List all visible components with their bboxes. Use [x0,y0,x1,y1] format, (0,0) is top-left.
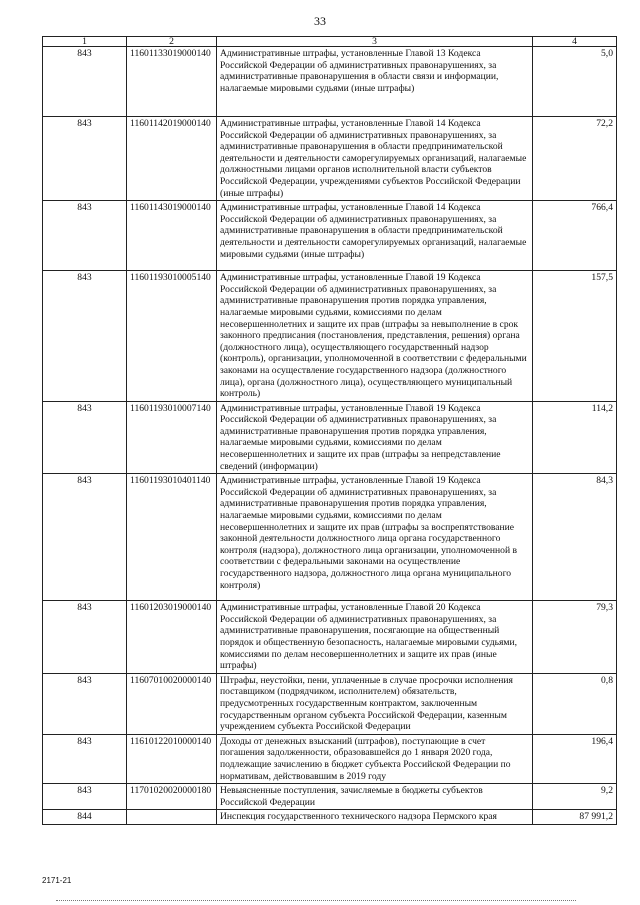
table-row [43,734,617,783]
column-header-3: 3 [217,37,533,47]
admin-code-cell: 844 [43,810,127,825]
description-cell: Административные штрафы, установленные Главой 20 Кодекса Российской Федерации об административных правонарушениях, за административные правонарушения, посягающие на общественный порядок и общественную безопасность, налагаемые мировыми судьями, комиссиями по делам несовершеннолетних и защите их прав (иные штрафы) [217,601,533,674]
description-cell: Административные штрафы, установленные Главой 14 Кодекса Российской Федерации об административных правонарушениях, за административные правонарушения в области предпринимательской деятельности и деятельности саморегулируемых организаций, налагаемые должностными лицами органов исполнительной власти субъектов Российской Федерации, учреждениями субъектов Российской Федерации (иные штрафы) [217,117,533,201]
admin-code-cell: 843 [43,784,127,810]
budget-code-cell: 11601203019000140 [127,601,217,674]
description-cell: Инспекция государственного технического надзора Пермского края [217,810,533,825]
column-header-2: 2 [127,37,217,47]
revenue-table [42,36,617,825]
admin-code-cell: 843 [43,117,127,201]
column-number-row [43,37,617,47]
budget-code-cell: 11601142019000140 [127,117,217,201]
admin-code-cell: 843 [43,474,127,601]
budget-code-cell: 11601143019000140 [127,201,217,271]
amount-cell: 87 991,2 [533,810,617,825]
budget-code-cell [127,810,217,825]
description-cell: Штрафы, неустойки, пени, уплаченные в случае просрочки исполнения поставщиком (подрядчиком, исполнителем) обязательств, предусмотренных государственным контрактом, заключенным государственным органом субъекта Российской Федерации, казенным учреждением субъекта Российской Федерации [217,673,533,734]
amount-cell: 84,3 [533,474,617,601]
budget-code-cell: 11601193010007140 [127,401,217,474]
admin-code-cell: 843 [43,734,127,783]
budget-code-cell: 11601193010401140 [127,474,217,601]
bottom-rule [56,900,576,901]
table-row [43,201,617,271]
footer-code: 2171-21 [42,876,72,885]
budget-code-cell: 11601133019000140 [127,47,217,117]
budget-code-cell: 11601193010005140 [127,271,217,402]
table-row [43,601,617,674]
amount-cell: 766,4 [533,201,617,271]
description-cell: Административные штрафы, установленные Главой 19 Кодекса Российской Федерации об административных правонарушениях, за административные правонарушения против порядка управления, налагаемые мировыми судьями, комиссиями по делам несовершеннолетних и защите их прав (штрафы за непредставление сведений (информации) [217,401,533,474]
table-row [43,117,617,201]
admin-code-cell: 843 [43,47,127,117]
description-cell: Доходы от денежных взысканий (штрафов), поступающие в счет погашения задолженности, образовавшейся до 1 января 2020 года, подлежащие зачислению в бюджет субъекта Российской Федерации по нормативам, действовавшим в 2019 году [217,734,533,783]
table-row [43,810,617,825]
amount-cell: 5,0 [533,47,617,117]
description-cell: Административные штрафы, установленные Главой 19 Кодекса Российской Федерации об административных правонарушениях, за административные правонарушения против порядка управления, налагаемые мировыми судьями, комиссиями по делам несовершеннолетних и защите их прав (штрафы за воспрепятствование законной деятельности должностного лица органа государственного контроля (надзора), должностного лица организации, уполномоченной в соответствии с федеральными законами на осуществление государственного надзора, должностного лица органа муниципального контроля) [217,474,533,601]
admin-code-cell: 843 [43,271,127,402]
table-row [43,784,617,810]
amount-cell: 157,5 [533,271,617,402]
description-cell: Административные штрафы, установленные Главой 14 Кодекса Российской Федерации об административных правонарушениях, за административные правонарушения в области предпринимательской деятельности и деятельности саморегулируемых организаций, налагаемые мировыми судьями (иные штрафы) [217,201,533,271]
column-header-1: 1 [43,37,127,47]
budget-code-cell: 11610122010000140 [127,734,217,783]
page-number: 33 [314,14,326,28]
amount-cell: 114,2 [533,401,617,474]
admin-code-cell: 843 [43,201,127,271]
table-row [43,47,617,117]
description-cell: Невыясненные поступления, зачисляемые в бюджеты субъектов Российской Федерации [217,784,533,810]
budget-code-cell: 11701020020000180 [127,784,217,810]
budget-code-cell: 11607010020000140 [127,673,217,734]
description-cell: Административные штрафы, установленные Главой 13 Кодекса Российской Федерации об административных правонарушениях, за административные правонарушения в области связи и информации, налагаемые мировыми судьями (иные штрафы) [217,47,533,117]
column-header-4: 4 [533,37,617,47]
table-row [43,271,617,402]
amount-cell: 196,4 [533,734,617,783]
amount-cell: 0,8 [533,673,617,734]
table-row [43,401,617,474]
description-cell: Административные штрафы, установленные Главой 19 Кодекса Российской Федерации об административных правонарушениях, за административные правонарушения против порядка управления, налагаемые мировыми судьями, комиссиями по делам несовершеннолетних и защите их прав (штрафы за невыполнение в срок законного предписания (постановления, представления, решения) органа (должностного лица), осуществляющего государственный надзор (контроль), организации, уполномоченной в соответствии с федеральными законами на осуществление государственного надзора (должностного лица), органа (должностного лица), осуществляющего муниципальный контроль) [217,271,533,402]
amount-cell: 9,2 [533,784,617,810]
amount-cell: 72,2 [533,117,617,201]
table-row [43,673,617,734]
amount-cell: 79,3 [533,601,617,674]
admin-code-cell: 843 [43,601,127,674]
admin-code-cell: 843 [43,401,127,474]
admin-code-cell: 843 [43,673,127,734]
table-row [43,474,617,601]
